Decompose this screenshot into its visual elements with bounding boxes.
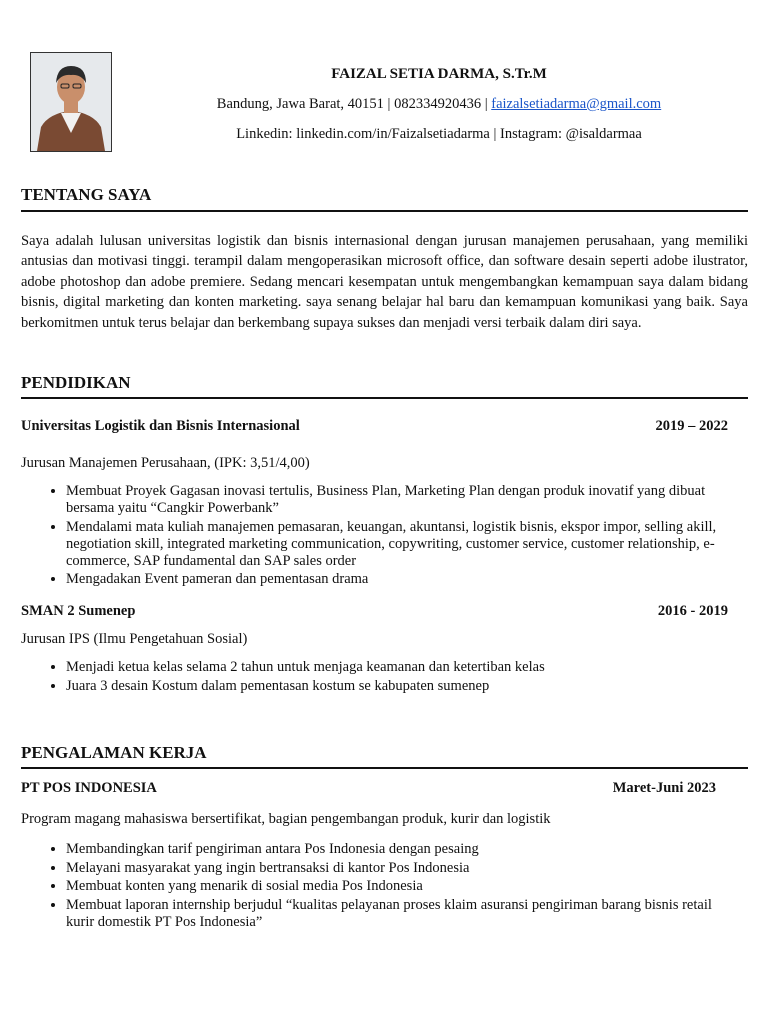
education-entry-1-heading <box>21 416 728 436</box>
contact-text: Bandung, Jawa Barat, 40151 | 082334920436 | <box>216 96 492 112</box>
profile-photo <box>30 52 112 152</box>
list-item: • Membandingkan tarif pengiriman antara Pos Indonesia dengan pesaing <box>66 841 738 858</box>
education-major: Jurusan IPS (Ilmu Pengetahuan Sosial) <box>21 631 248 647</box>
experience-divider <box>21 767 748 769</box>
contact-line <box>110 94 768 114</box>
list-item: • Membuat Proyek Gagasan inovasi tertulis, Business Plan, Marketing Plan dengan produk inovatif yang dibuat bersama yaitu “Cangkir Powerbank” <box>66 483 738 517</box>
school-name: Universitas Logistik dan Bisnis Internasional <box>21 418 300 434</box>
about-section-title: TENTANG SAYA <box>21 185 152 204</box>
social-line: Linkedin: linkedin.com/in/Faizalsetiadarma | Instagram: @isaldarmaa <box>236 126 642 142</box>
experience-section-title: PENGALAMAN KERJA <box>21 743 207 762</box>
experience-entry-1-bullets <box>21 841 738 932</box>
list-item: • Mendalami mata kuliah manajemen pemasaran, keuangan, akuntansi, logistik bisnis, ekspor impor, selling akill, negotiation skill, integrated marketing communication, copywriting, customer service, customer relationship, e-commerce, SAP fundamental dan SAP sales order <box>66 519 738 570</box>
experience-dates: Maret-Juni 2023 <box>612 780 716 796</box>
education-dates: 2019 – 2022 <box>655 418 728 434</box>
experience-description: Program magang mahasiswa bersertifikat, bagian pengembangan produk, kurir dan logistik <box>21 811 551 827</box>
education-divider <box>21 397 748 399</box>
company-name: PT POS INDONESIA <box>21 780 157 796</box>
profile-photo-illustration <box>31 53 111 151</box>
education-entry-2-bullets <box>21 659 738 696</box>
email-link[interactable]: faizalsetiadarma@gmail.com <box>491 96 662 112</box>
education-section-title: PENDIDIKAN <box>21 373 131 392</box>
candidate-name: FAIZAL SETIA DARMA, S.Tr.M <box>331 66 547 82</box>
education-entry-1-bullets <box>21 483 738 590</box>
about-divider <box>21 210 748 212</box>
resume-header <box>110 64 768 144</box>
school-name: SMAN 2 Sumenep <box>21 603 136 619</box>
list-item: • Membuat laporan internship berjudul “kualitas pelayanan proses klaim asuransi pengiriman barang bisnis retail kurir domestik PT Pos Indonesia” <box>66 897 738 931</box>
experience-entry-1-heading <box>21 778 716 798</box>
about-text: Saya adalah lulusan universitas logistik dan bisnis internasional dengan jurusan manajemen perusahaan, yang memiliki antusias dan motivasi tinggi. terampil dalam mengoperasikan microsoft office, dan software desain seperti adobe ilustrator, adobe photoshop dan adobe premiere. Sedang mencari kesempatan untuk mengembangkan kemampuan saya dalam bidang bisnis, digital marketing dan konten marketing. saya senang belajar hal baru dan kemampuan komunikasi yang baik. Saya berkomitmen untuk terus belajar dan berkembang supaya sukses dan menjadi versi terbaik dalam diri saya. <box>21 233 748 331</box>
list-item: • Melayani masyarakat yang ingin bertransaksi di kantor Pos Indonesia <box>66 860 738 877</box>
education-major: Jurusan Manajemen Perusahaan, (IPK: 3,51/4,00) <box>21 455 310 471</box>
list-item: • Membuat konten yang menarik di sosial media Pos Indonesia <box>66 878 738 895</box>
list-item: • Juara 3 desain Kostum dalam pementasan kostum se kabupaten sumenep <box>66 678 738 695</box>
list-item: • Menjadi ketua kelas selama 2 tahun untuk menjaga keamanan dan ketertiban kelas <box>66 659 738 676</box>
list-item: • Mengadakan Event pameran dan pementasan drama <box>66 571 738 588</box>
education-entry-2-heading <box>21 601 728 621</box>
education-dates: 2016 - 2019 <box>657 603 728 619</box>
